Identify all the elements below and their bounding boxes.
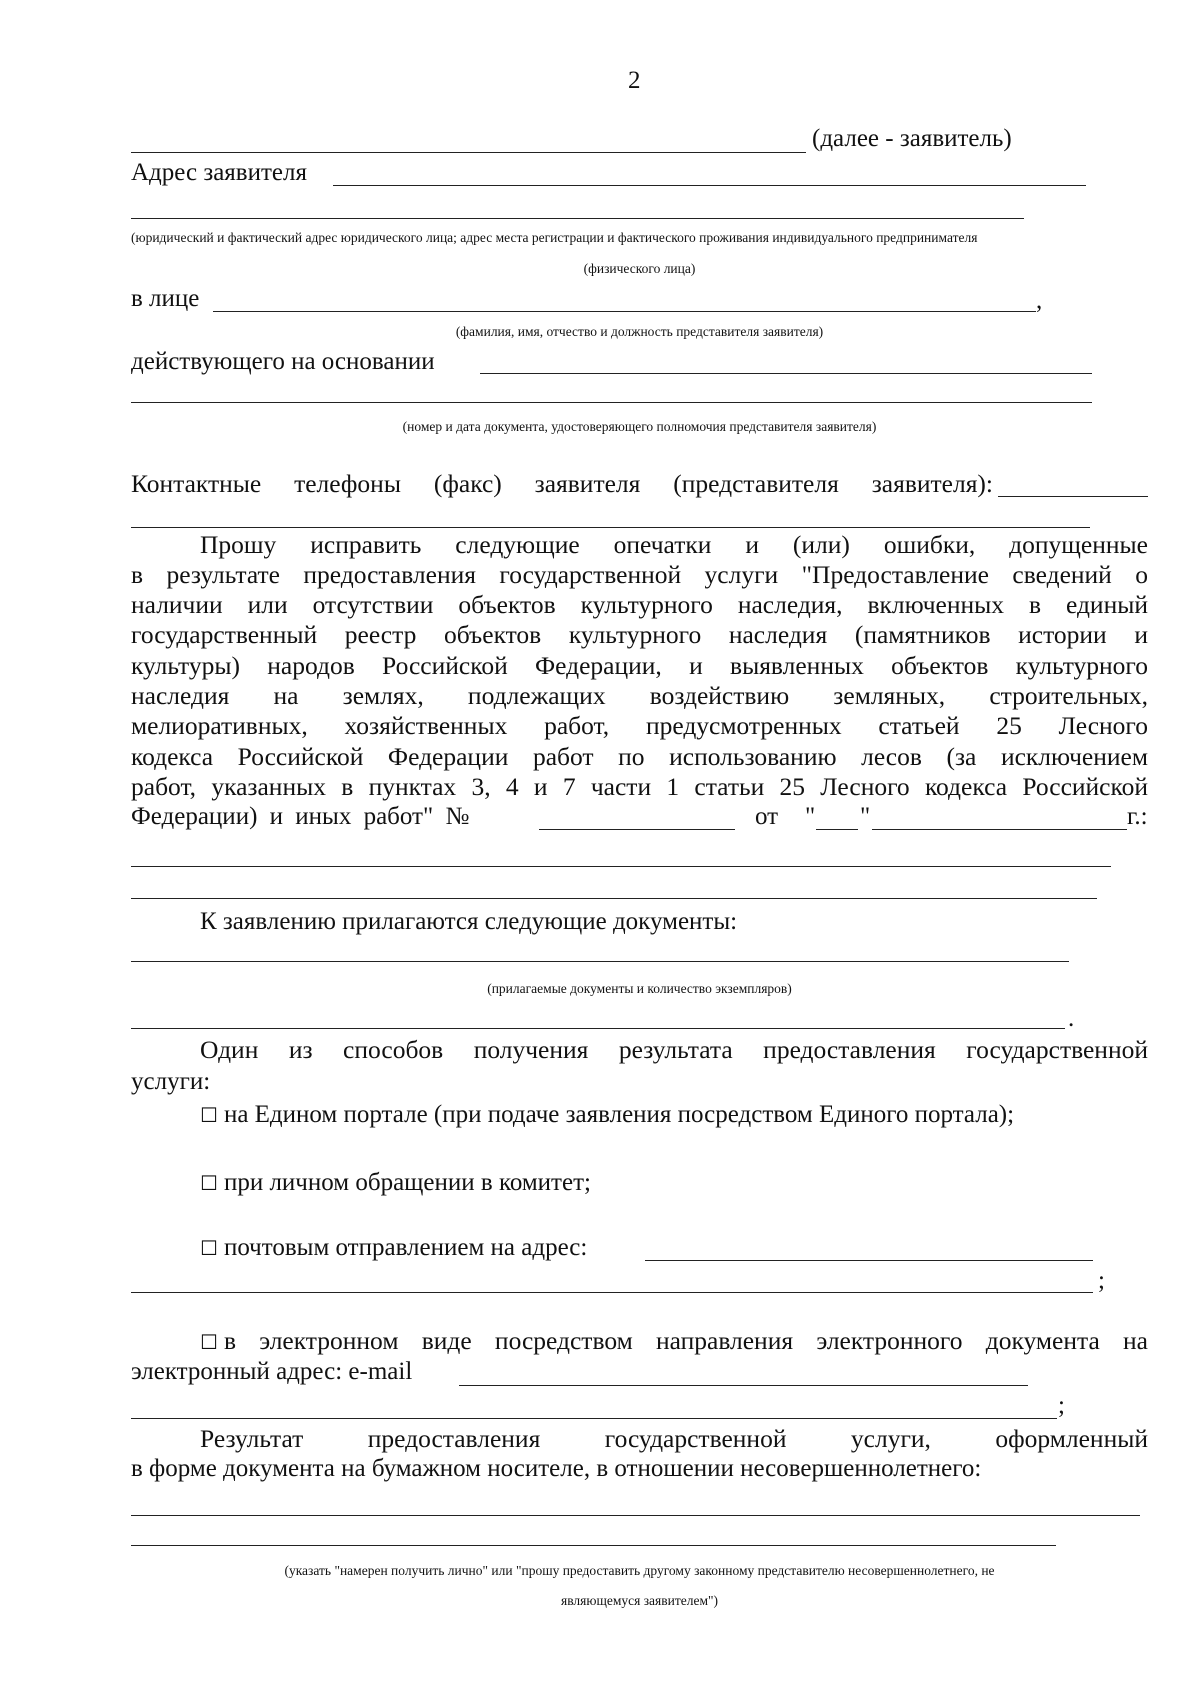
applicant-name-field[interactable] (131, 152, 806, 153)
request-last-line-prefix: Федерации) и иных работ" № (131, 803, 470, 830)
option-personal[interactable] (200, 1168, 591, 1198)
option-post-end: ; (1098, 1267, 1105, 1294)
checkbox-icon[interactable]: ☐ (200, 1236, 218, 1260)
quote-close: " (860, 803, 871, 830)
contacts-label: Контактные телефоны (факс) заявителя (представителя заявителя): (131, 469, 993, 498)
contacts-field-continued[interactable] (131, 527, 1090, 528)
option-email[interactable] (200, 1326, 1148, 1357)
request-line-4: государственный реестр объектов культурного наследия (памятников истории и (131, 620, 1148, 649)
represented-by-label: в лице (131, 285, 200, 312)
basis-field-continued[interactable] (131, 402, 1092, 403)
basis-doc-hint: (номер и дата документа, удостоверяющего полномочия представителя заявителя) (402, 419, 877, 434)
represented-by-comma: , (1036, 287, 1043, 314)
contacts-field[interactable] (998, 496, 1148, 497)
option-portal-label: на Едином портале (при подаче заявления посредством Единого портала); (223, 1101, 1015, 1128)
minor-result-field-2[interactable] (131, 1545, 1056, 1546)
request-line-3: наличии или отсутствии объектов культурного наследия, включенных в единый (131, 590, 1148, 619)
representative-hint: (фамилия, имя, отчество и должность представителя заявителя) (455, 324, 824, 339)
checkbox-icon[interactable]: ☐ (200, 1330, 218, 1354)
minor-result-line-1: Результат предоставления государственной услуги, оформленный (200, 1424, 1148, 1453)
quote-open: " (805, 803, 816, 830)
minor-result-hint: (указать "намерен получить лично" или "прошу предоставить другому законному представителю несовершеннолетнего, не (284, 1563, 995, 1578)
from-label: от (755, 803, 779, 830)
correction-number-field[interactable] (539, 829, 735, 830)
option-post-label: почтовым отправлением на адрес: (223, 1234, 588, 1261)
delivery-intro-line-2: услуги: (131, 1068, 211, 1095)
day-field[interactable] (816, 829, 858, 830)
checkbox-icon[interactable]: ☐ (200, 1171, 218, 1195)
request-line-7: мелиоративных, хозяйственных работ, предусмотренных статьей 25 Лесного (131, 711, 1148, 740)
address-hint-individual: (физического лица) (583, 261, 696, 276)
checkbox-icon[interactable]: ☐ (200, 1103, 218, 1127)
month-year-field[interactable] (872, 829, 1127, 830)
delivery-intro-line-1: Один из способов получения результата предоставления государственной (200, 1035, 1148, 1064)
acting-basis-label: действующего на основании (131, 348, 435, 375)
option-email-end: ; (1058, 1392, 1065, 1419)
page-number: 2 (628, 67, 641, 94)
year-label: г.: (1127, 803, 1148, 830)
option-personal-label: при личном обращении в комитет; (223, 1169, 591, 1196)
address-field[interactable] (333, 185, 1086, 186)
request-line-2: в результате предоставления государственной услуги "Предоставление сведений о (131, 560, 1148, 589)
option-post[interactable] (200, 1233, 587, 1263)
request-line-1: Прошу исправить следующие опечатки и (или) ошибки, допущенные (200, 530, 1148, 559)
attachments-end-mark: . (1068, 1005, 1075, 1032)
minor-result-hint-continued: являющемуся заявителем") (561, 1593, 718, 1608)
corrections-field-2[interactable] (131, 898, 1097, 899)
corrections-field-1[interactable] (131, 866, 1111, 867)
address-field-continued[interactable] (131, 218, 1024, 219)
email-field[interactable] (459, 1385, 1028, 1386)
basis-field[interactable] (480, 373, 1092, 374)
request-line-6: наследия на землях, подлежащих воздействию земляных, строительных, (131, 681, 1148, 710)
attachments-label: К заявлению прилагаются следующие документы: (200, 908, 738, 935)
address-hint: (юридический и фактический адрес юридического лица; адрес места регистрации и фактического проживания индивидуального предпринимателя (131, 230, 978, 245)
post-address-field[interactable] (645, 1260, 1093, 1261)
attachments-field-continued[interactable] (131, 1028, 1065, 1029)
request-line-5: культуры) народов Российской Федерации, и выявленных объектов культурного (131, 651, 1148, 680)
address-label: Адрес заявителя (131, 159, 307, 186)
option-portal[interactable] (200, 1100, 1014, 1130)
email-field-continued[interactable] (131, 1418, 1057, 1419)
representative-field[interactable] (213, 311, 1036, 312)
option-email-label: в электронном виде посредством направления электронного документа на (223, 1326, 1148, 1355)
hereinafter-applicant-label: (далее - заявитель) (812, 125, 1012, 152)
request-line-9: работ, указанных в пунктах 3, 4 и 7 части 1 статьи 25 Лесного кодекса Российской (131, 772, 1148, 801)
minor-result-field-1[interactable] (131, 1515, 1140, 1516)
attachments-hint: (прилагаемые документы и количество экземпляров) (487, 981, 792, 996)
attachments-field[interactable] (131, 961, 1069, 962)
minor-result-line-2: в форме документа на бумажном носителе, в отношении несовершеннолетнего: (131, 1455, 982, 1482)
post-address-field-continued[interactable] (131, 1292, 1093, 1293)
request-line-8: кодекса Российской Федерации работ по использованию лесов (за исключением (131, 742, 1148, 771)
option-email-line-2: электронный адрес: e-mail (131, 1358, 413, 1385)
